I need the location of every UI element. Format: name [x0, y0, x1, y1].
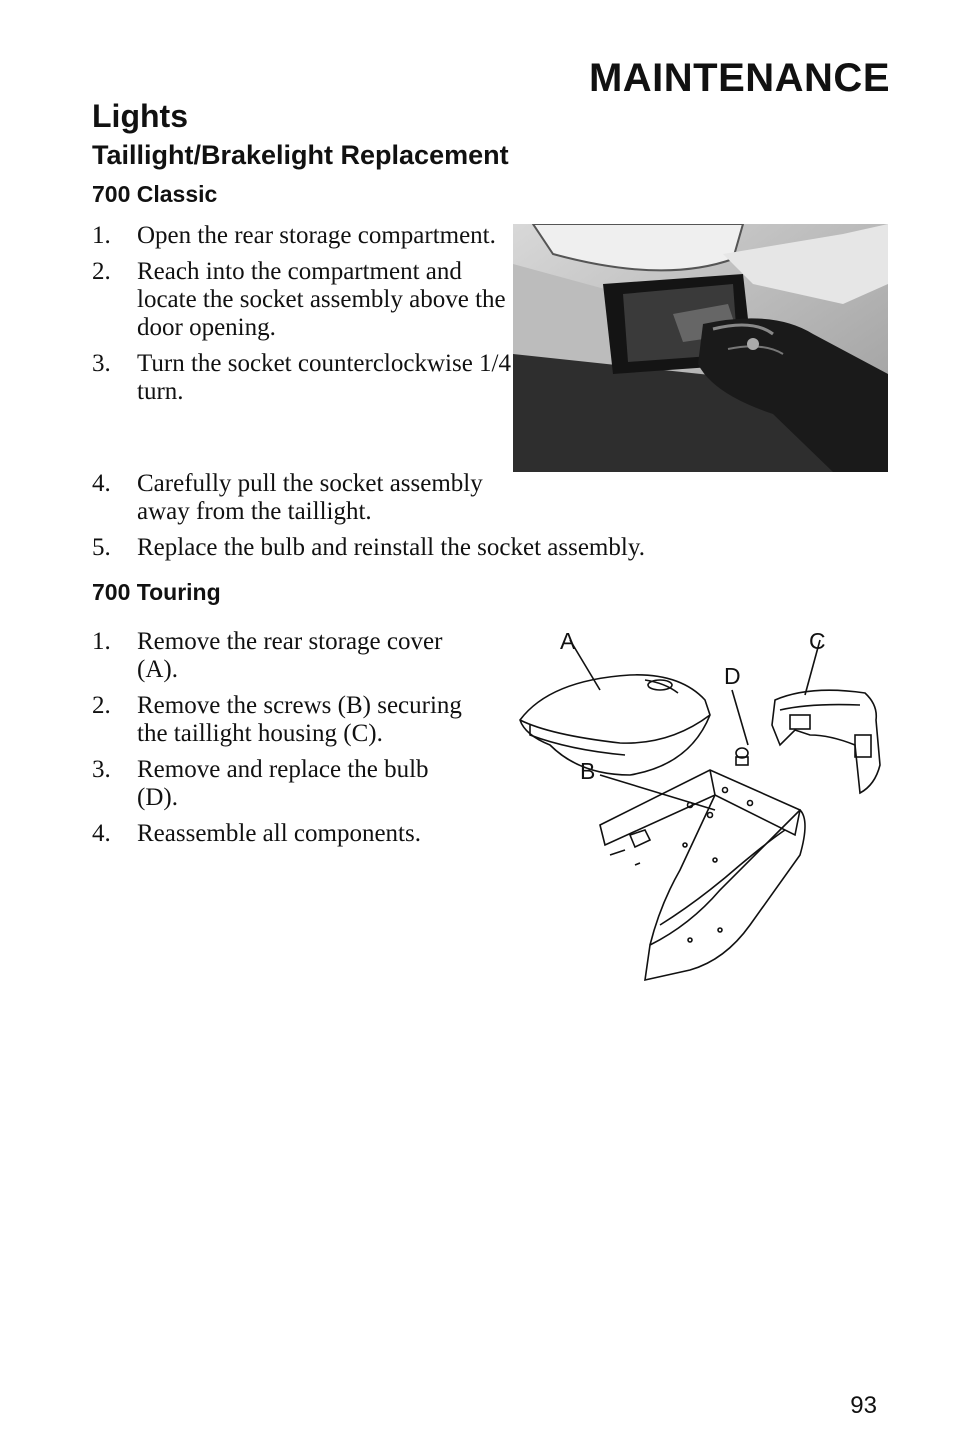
taillight-socket-photo — [513, 224, 888, 472]
section-title: Lights — [92, 98, 188, 134]
touring-steps — [92, 628, 472, 856]
page-number: 93 — [850, 1392, 877, 1419]
section-subtitle: Taillight/Brakelight Replacement — [92, 140, 509, 170]
list-item: 2. Remove the screws (B) securing the taillight housing (C). — [92, 692, 462, 747]
list-item: 3. Remove and replace the bulb (D). — [92, 756, 429, 811]
taillight-exploded-diagram — [510, 625, 890, 985]
list-item: 4. Carefully pull the socket assembly away from the taillight. — [92, 470, 483, 525]
classic-steps-final — [92, 534, 792, 570]
callout-b: B — [580, 758, 596, 784]
callout-d: D — [724, 663, 741, 689]
list-item: 3. Turn the socket counterclockwise 1/4 turn. — [92, 350, 511, 405]
list-item: 1. Open the rear storage compartment. — [92, 222, 496, 249]
classic-steps-continued — [92, 470, 512, 534]
callout-a: A — [560, 628, 576, 654]
list-item: 5. Replace the bulb and reinstall the socket assembly. — [92, 534, 645, 561]
list-item: 2. Reach into the compartment and locate the socket assembly above the door opening. — [92, 258, 506, 341]
classic-steps — [92, 222, 512, 414]
list-item: 4. Reassemble all components. — [92, 820, 421, 847]
page-header: MAINTENANCE — [588, 56, 890, 100]
callout-c: C — [809, 628, 826, 654]
list-item: 1. Remove the rear storage cover (A). — [92, 628, 443, 683]
touring-heading: 700 Touring — [92, 579, 221, 605]
classic-heading: 700 Classic — [92, 181, 218, 207]
